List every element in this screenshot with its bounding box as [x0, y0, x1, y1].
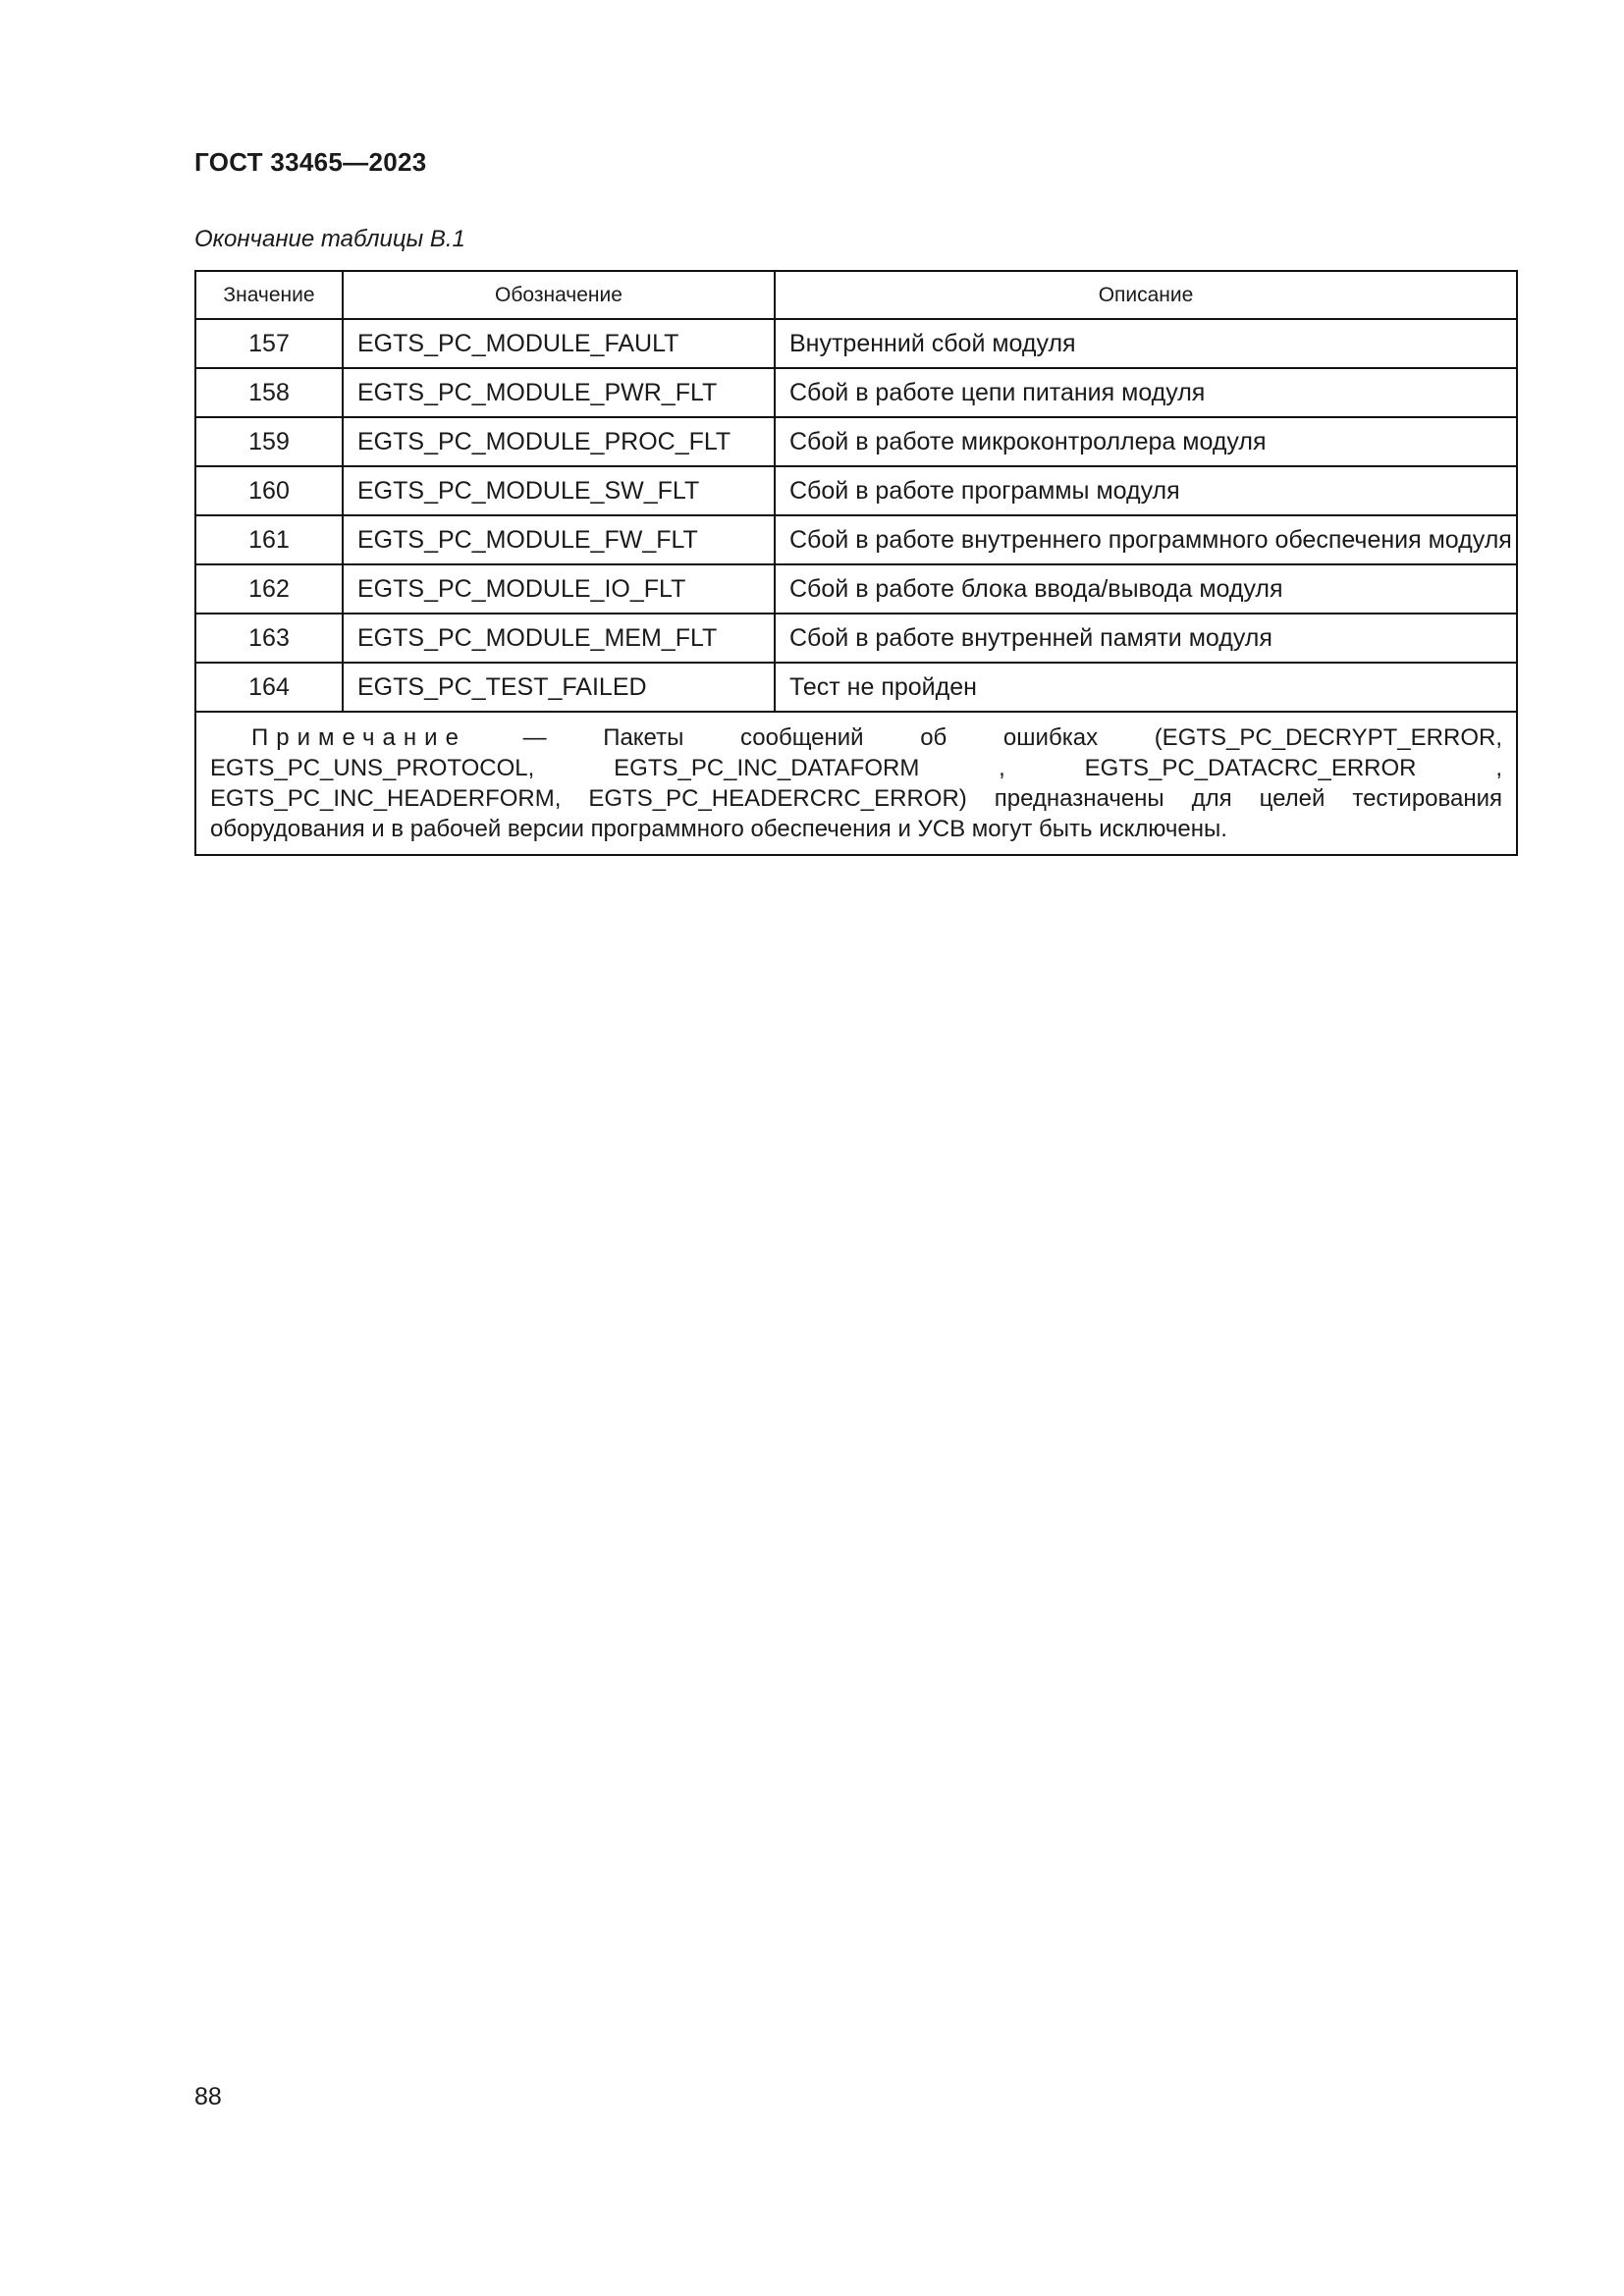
cell-description: Сбой в работе внутренней памяти модуля [775, 614, 1517, 663]
table-note [195, 712, 1517, 855]
cell-code: EGTS_PC_MODULE_SW_FLT [343, 466, 775, 515]
table-row [195, 417, 1517, 466]
table-row [195, 614, 1517, 663]
column-header-value: Значение [195, 271, 343, 319]
cell-description: Сбой в работе программы модуля [775, 466, 1517, 515]
cell-value: 160 [195, 466, 343, 515]
table-header-row [195, 271, 1517, 319]
page-number: 88 [194, 2083, 222, 2110]
cell-value: 157 [195, 319, 343, 368]
cell-code: EGTS_PC_TEST_FAILED [343, 663, 775, 712]
cell-description: Сбой в работе микроконтроллера модуля [775, 417, 1517, 466]
error-codes-table [194, 270, 1518, 856]
cell-code: EGTS_PC_MODULE_IO_FLT [343, 564, 775, 614]
table-caption: Окончание таблицы В.1 [194, 226, 465, 252]
cell-description: Тест не пройден [775, 663, 1517, 712]
cell-description: Внутренний сбой модуля [775, 319, 1517, 368]
cell-value: 163 [195, 614, 343, 663]
cell-code: EGTS_PC_MODULE_FW_FLT [343, 515, 775, 564]
cell-description: Сбой в работе внутреннего программного обеспечения модуля [775, 515, 1517, 564]
cell-description: Сбой в работе цепи питания модуля [775, 368, 1517, 417]
column-header-code: Обозначение [343, 271, 775, 319]
cell-code: EGTS_PC_MODULE_FAULT [343, 319, 775, 368]
table-row [195, 319, 1517, 368]
cell-value: 162 [195, 564, 343, 614]
table-row [195, 515, 1517, 564]
table-row [195, 368, 1517, 417]
cell-code: EGTS_PC_MODULE_PWR_FLT [343, 368, 775, 417]
note-text: — Пакеты сообщений об ошибках (EGTS_PC_DECRYPT_ERROR, EGTS_PC_UNS_PROTOCOL, EGTS_PC_INC_DATAFORM , EGTS_PC_DATACRC_ERROR , EGTS_PC_INC_HEADERFORM, EGTS_PC_HEADERCRC_ERROR) предназначены для целей тестирования оборудования и в рабочей версии программного обеспечения и УСВ могут быть исключены. [210, 724, 1502, 842]
column-header-description: Описание [775, 271, 1517, 319]
cell-value: 159 [195, 417, 343, 466]
cell-value: 158 [195, 368, 343, 417]
note-label: Примечание [251, 724, 466, 751]
cell-value: 164 [195, 663, 343, 712]
table-row [195, 564, 1517, 614]
cell-code: EGTS_PC_MODULE_MEM_FLT [343, 614, 775, 663]
cell-description: Сбой в работе блока ввода/вывода модуля [775, 564, 1517, 614]
cell-code: EGTS_PC_MODULE_PROC_FLT [343, 417, 775, 466]
table-row [195, 466, 1517, 515]
table-row [195, 663, 1517, 712]
cell-value: 161 [195, 515, 343, 564]
table-note-row [195, 712, 1517, 855]
document-standard-header: ГОСТ 33465—2023 [194, 147, 427, 177]
